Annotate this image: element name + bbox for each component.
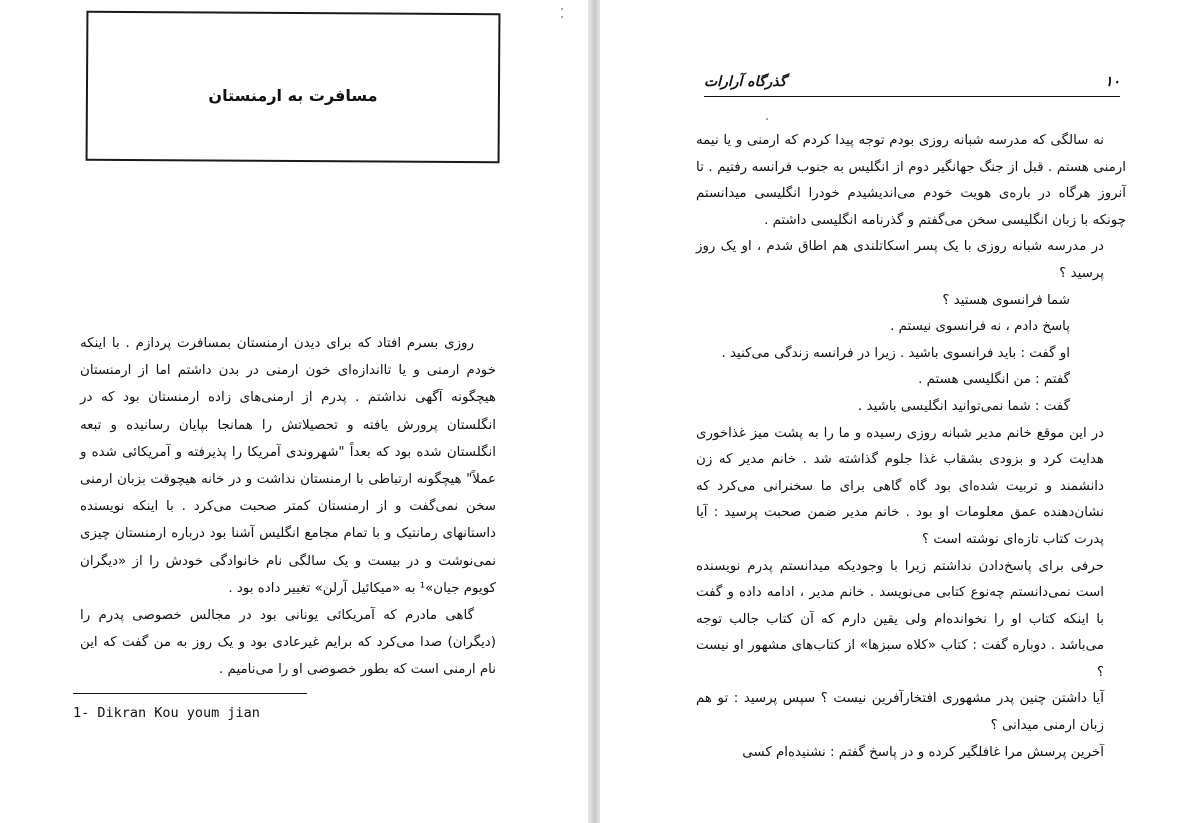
paragraph: نه سالگی که مدرسه شبانه روزی بودم توجه پیدا کردم که ارمنی و یا نیمه ارمنی هستم . قبل از جنگ جهانگیر دوم از انگلیس به جنوب فرانسه رفتیم . تا آنروز هرگاه در باره‌ی هویت خودم می‌اندیشیدم خودرا انگلیسی میدانستم چونکه با زبان انگلیسی سخن می‌گفتم و گذرنامه انگلیسی داشتم . <box>696 133 1126 228</box>
paragraph: آیا داشتن چنین پدر مشهوری افتخارآفرین نیست ؟ سپس پرسید : تو هم زبان ارمنی میدانی ؟ <box>696 691 1104 734</box>
header-rule <box>704 96 1120 97</box>
left-page <box>0 0 588 823</box>
book-gutter <box>588 0 600 823</box>
footnote: 1- Dikran Kou youm jian <box>73 705 260 721</box>
dialogue-line: او گفت : باید فرانسوی باشید . زیرا در فرانسه زندگی می‌کنید . <box>721 345 1070 361</box>
dialogue-line: گفت : شما نمی‌توانید انگلیسی باشید . <box>858 398 1070 414</box>
dialogue-line: گفتم : من انگلیسی هستم . <box>918 372 1070 388</box>
paragraph: آخرین پرسش مرا غافلگیر کرده و در پاسخ گفتم : نشنیده‌ام کسی <box>742 744 1104 760</box>
paragraph: در مدرسه شبانه روزی با یک پسر اسکاتلندی هم اطاق شدم ، او یک روز پرسید ؟ <box>696 239 1104 281</box>
dialogue-line: شما فرانسوی هستید ؟ <box>942 292 1070 308</box>
paragraph: گاهی مادرم که آمریکائی یونانی بود در مجالس خصوصی پدرم را (دیگران) صدا می‌کرد که برایم غیرعادی بود و یک روز به من گفت که این نام ارمنی است که بطور خصوصی او را می‌نامیم . <box>80 608 496 678</box>
paragraph: روزی بسرم افتاد که برای دیدن ارمنستان بمسافرت پردازم . با اینکه خودم ارمنی و یا تااندازه‌ای خون ارمنی در بدن داشتم اما از ارمنستان هیچگونه آگهی نداشتم . پدرم از ارمنی‌های زاده ارمنستان بود که در انگلستان پرورش یافته و تحصیلاتش را همانجا بپایان رسانیده و تبعه انگلستان شده بود که بعداً "شهروندی آمریکا را پذیرفته و آمریکائی شده و عملاً" هیچگونه ارتباطی با ارمنستان نداشت و در خانه هیچوقت بزبان ارمنی سخن نمی‌گفت و از ارمنستان کمتر صحبت می‌کرد . با اینکه نویسنده داستانهای رمانتیک و با تمام مجامع انگلیس آشنا بود درباره ارمنستان چیزی نمی‌نوشت و در بیست و یک سالگی نام خانوادگی خودش را از «دیگران کویوم جیان»¹ به «میکائیل آرلن» تغییر داده بود . <box>80 336 496 596</box>
page-number: ۱۰ <box>1104 74 1120 90</box>
running-header <box>704 74 1120 96</box>
scan-speck <box>766 118 768 120</box>
paragraph: حرفی برای پاسخ‌دادن نداشتم زیرا با وجودیکه میدانستم پدرم نویسنده است نمی‌دانستم چه‌نوع کتابی می‌نویسد . خانم مدیر ، ادامه داده و گفت با اینکه کتاب او را نخوانده‌ام ولی یقین دارم که آن کتاب جالب توجه می‌باشد . دوباره گفت : کتاب «کلاه سبزها» از کتاب‌های مشهور او نیست ؟ <box>696 558 1104 680</box>
scan-speck <box>561 16 563 18</box>
right-body-text <box>696 128 1126 766</box>
footnote-rule <box>73 693 307 694</box>
right-page <box>600 0 1195 823</box>
scan-speck <box>561 8 563 10</box>
dialogue-line: پاسخ دادم ، نه فرانسوی نیستم . <box>890 319 1070 335</box>
left-body-text <box>80 330 496 684</box>
chapter-title: مسافرت به ارمنستان <box>208 86 378 105</box>
running-title: گذرگاه آرارات <box>704 74 787 90</box>
paragraph: در این موقع خانم مدیر شبانه روزی رسیده و ما را به پشت میز غذاخوری هدایت کرد و بزودی بشقاب غذا جلوم گذاشته شد . خانم مدیر که زن دانشمند و تربیت شده‌ای بود گاه گاهی برای ما سخنرانی می‌کرد که نشان‌دهنده عمق معلومات او بود . خانم مدیر ضمن صحبت پرسید : آیا پدرت کتاب تازه‌ای نوشته است ؟ <box>696 425 1104 547</box>
